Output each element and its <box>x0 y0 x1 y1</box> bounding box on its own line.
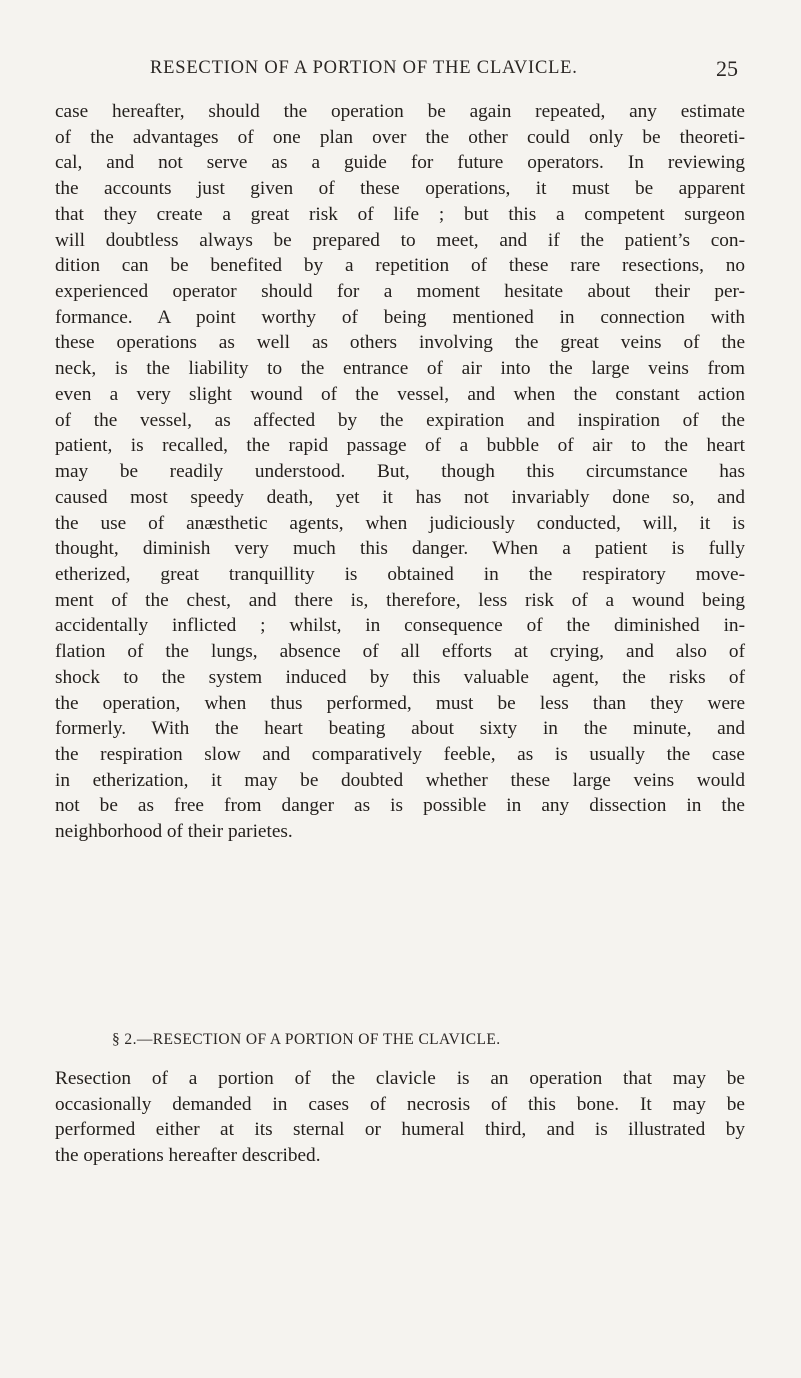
text-line: formance. A point worthy of being mentioned in connection with <box>55 306 745 328</box>
text-line: will doubtless always be prepared to meet, and if the patient’s con- <box>55 229 745 251</box>
text-line: caused most speedy death, yet it has not invariably done so, and <box>55 486 745 508</box>
text-line: thought, diminish very much this danger. When a patient is fully <box>55 538 745 560</box>
text-line: dition can be benefited by a repetition of these rare resections, no <box>55 255 745 277</box>
running-head <box>150 56 738 86</box>
text-line: these operations as well as others involving the great veins of the <box>55 332 745 354</box>
text-line: may be readily understood. But, though this circumstance has <box>55 461 745 483</box>
text-line: the accounts just given of these operations, it must be apparent <box>55 178 745 200</box>
text-line: not be as free from danger as is possible in any dissection in the <box>55 795 745 817</box>
text-line: the operations hereafter described. <box>55 1145 321 1167</box>
text-line: performed either at its sternal or humeral third, and is illustrated by <box>55 1119 745 1141</box>
text-line: Resection of a portion of the clavicle is an operation that may be <box>55 1068 745 1089</box>
text-line: neighborhood of their parietes. <box>55 821 293 843</box>
text-line: the respiration slow and comparatively feeble, as is usually the case <box>55 743 745 765</box>
text-line: occasionally demanded in cases of necrosis of this bone. It may be <box>55 1093 745 1115</box>
text-line: even a very slight wound of the vessel, and when the constant action <box>55 383 745 405</box>
paragraph-clavicle-resection <box>55 1066 745 1169</box>
text-line: the use of anæsthetic agents, when judiciously conducted, will, it is <box>55 512 745 534</box>
paragraph-anesthesia-risks <box>55 99 745 845</box>
text-line: in etherization, it may be doubted whether these large veins would <box>55 769 745 791</box>
text-line: accidentally inflicted ; whilst, in consequence of the diminished in- <box>55 615 745 637</box>
text-line: cal, and not serve as a guide for future operators. In reviewing <box>55 152 745 174</box>
text-line: case hereafter, should the operation be again repeated, any estimate <box>55 101 745 122</box>
text-line: of the advantages of one plan over the other could only be theoreti- <box>55 126 745 148</box>
text-line: experienced operator should for a moment hesitate about their per- <box>55 281 745 303</box>
text-line: the operation, when thus performed, must be less than they were <box>55 692 745 714</box>
text-line: that they create a great risk of life ; but this a competent surgeon <box>55 203 745 225</box>
text-line: shock to the system induced by this valuable agent, the risks of <box>55 666 745 688</box>
text-line: ment of the chest, and there is, therefore, less risk of a wound being <box>55 589 745 611</box>
text-line: of the vessel, as affected by the expiration and inspiration of the <box>55 409 745 431</box>
text-line: neck, is the liability to the entrance of air into the large veins from <box>55 358 745 380</box>
text-line: formerly. With the heart beating about sixty in the minute, and <box>55 718 745 740</box>
text-line: patient, is recalled, the rapid passage of a bubble of air to the heart <box>55 435 745 457</box>
page-number: 25 <box>716 56 738 81</box>
text-line: flation of the lungs, absence of all efforts at crying, and also of <box>55 641 745 663</box>
section-heading: § 2.—RESECTION OF A PORTION OF THE CLAVICLE. <box>112 1031 501 1048</box>
running-head-title: RESECTION OF A PORTION OF THE CLAVICLE. <box>150 58 578 78</box>
text-line: etherized, great tranquillity is obtained in the respiratory move- <box>55 563 745 585</box>
